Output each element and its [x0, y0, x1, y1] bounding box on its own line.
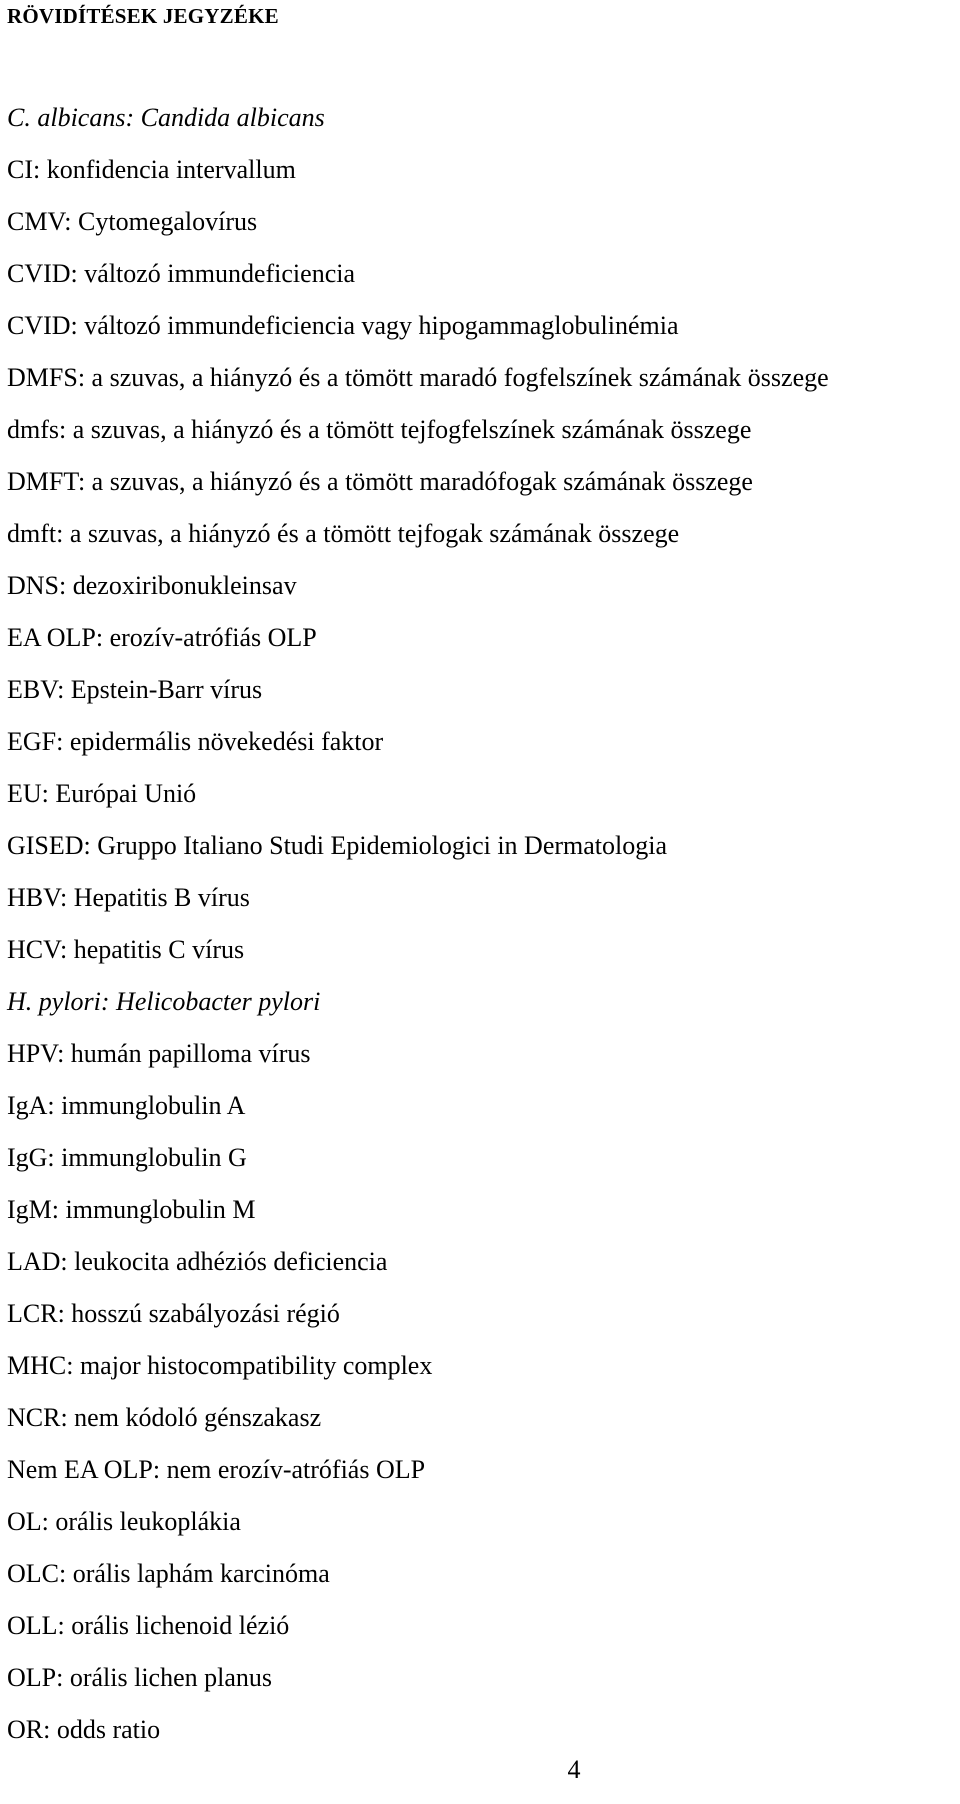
abbreviation-entry: EGF: epidermális növekedési faktor	[7, 727, 384, 756]
abbreviation-entry: IgG: immunglobulin G	[7, 1143, 247, 1172]
abbreviation-entry: HPV: humán papilloma vírus	[7, 1039, 311, 1068]
abbreviation-entry: IgM: immunglobulin M	[7, 1195, 256, 1224]
abbreviation-list	[7, 96, 829, 1760]
abbreviation-entry: OLL: orális lichenoid lézió	[7, 1611, 290, 1640]
abbreviation-entry: DNS: dezoxiribonukleinsav	[7, 571, 297, 600]
abbreviation-entry: OLP: orális lichen planus	[7, 1663, 273, 1692]
abbreviation-entry: GISED: Gruppo Italiano Studi Epidemiologici in Dermatologia	[7, 831, 668, 860]
abbreviation-entry: EA OLP: erozív-atrófiás OLP	[7, 623, 317, 652]
abbreviation-entry: HBV: Hepatitis B vírus	[7, 883, 250, 912]
page-number: 4	[567, 1755, 581, 1784]
abbreviation-entry: dmfs: a szuvas, a hiányzó és a tömött tejfogfelszínek számának összege	[7, 415, 752, 444]
abbreviation-entry: CI: konfidencia intervallum	[7, 155, 296, 184]
abbreviation-entry: CVID: változó immundeficiencia	[7, 259, 356, 288]
abbreviation-entry: DMFT: a szuvas, a hiányzó és a tömött maradófogak számának összege	[7, 467, 753, 496]
abbreviation-entry: EU: Európai Unió	[7, 779, 197, 808]
abbreviation-entry: MHC: major histocompatibility complex	[7, 1351, 433, 1380]
abbreviation-entry: H. pylori: Helicobacter pylori	[7, 987, 321, 1016]
abbreviation-entry: OR: odds ratio	[7, 1715, 161, 1744]
abbreviation-entry: CVID: változó immundeficiencia vagy hipogammaglobulinémia	[7, 311, 679, 340]
abbreviation-entry: LAD: leukocita adhéziós deficiencia	[7, 1247, 388, 1276]
abbreviation-entry: NCR: nem kódoló génszakasz	[7, 1403, 322, 1432]
abbreviation-entry: CMV: Cytomegalovírus	[7, 207, 258, 236]
abbreviation-entry: OLC: orális laphám karcinóma	[7, 1559, 330, 1588]
abbreviation-entry: Nem EA OLP: nem erozív-atrófiás OLP	[7, 1455, 426, 1484]
abbreviation-entry: EBV: Epstein-Barr vírus	[7, 675, 263, 704]
abbreviation-entry: OL: orális leukoplákia	[7, 1507, 241, 1536]
abbreviation-entry: HCV: hepatitis C vírus	[7, 935, 245, 964]
abbreviation-entry: dmft: a szuvas, a hiányzó és a tömött tejfogak számának összege	[7, 519, 680, 548]
abbreviation-entry: IgA: immunglobulin A	[7, 1091, 246, 1120]
abbreviation-entry: LCR: hosszú szabályozási régió	[7, 1299, 340, 1328]
page-title: RÖVIDÍTÉSEK JEGYZÉKE	[7, 4, 279, 28]
abbreviation-entry: DMFS: a szuvas, a hiányzó és a tömött maradó fogfelszínek számának összege	[7, 363, 829, 392]
abbreviation-entry: C. albicans: Candida albicans	[7, 103, 325, 132]
